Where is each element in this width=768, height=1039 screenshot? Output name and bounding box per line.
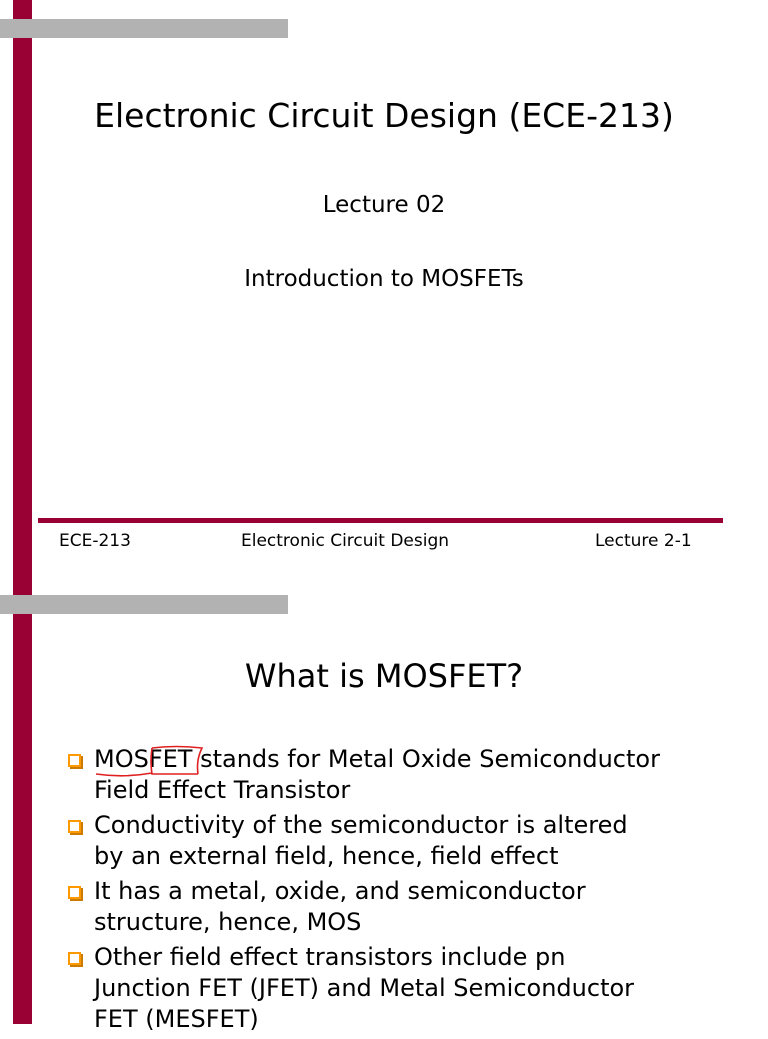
bullet-text: stands for Metal Oxide Semiconductor: [192, 745, 660, 773]
footer-lecture-number: Lecture 2-1: [595, 531, 692, 551]
bullet-text: Other field effect transistors include pn: [94, 943, 566, 971]
bullet-text-continued: structure, hence, MOS: [94, 908, 362, 936]
bullet-text: Conductivity of the semiconductor is altered: [94, 811, 628, 839]
list-item: [66, 942, 746, 1035]
slide1-lecture: Lecture 02: [322, 192, 446, 218]
slide2-title: What is MOSFET?: [244, 657, 524, 695]
square-bullet-icon: [68, 952, 81, 965]
bullet-text: It has a metal, oxide, and semiconductor: [94, 877, 586, 905]
bullet-list: [66, 744, 746, 1039]
square-bullet-icon: [68, 820, 81, 833]
bullet-text-continued: by an external field, hence, field effect: [94, 842, 559, 870]
bullet-lead-text: MOSFET: [94, 745, 193, 773]
footer-divider: [38, 518, 723, 523]
list-item: [66, 810, 746, 872]
slide2-header-bar: [0, 595, 288, 614]
slide1-topic: Introduction to MOSFETs: [244, 266, 524, 292]
slide1-title: Electronic Circuit Design (ECE-213): [94, 96, 674, 135]
list-item: [66, 744, 746, 806]
bullet-text-continued: Junction FET (JFET) and Metal Semiconductor: [94, 974, 635, 1002]
list-item: [66, 876, 746, 938]
square-bullet-icon: [68, 754, 81, 767]
square-bullet-icon: [68, 886, 81, 899]
slide1-header-bar: [0, 19, 288, 38]
bullet-text-continued: FET (MESFET): [94, 1005, 259, 1033]
footer-course-code: ECE-213: [59, 531, 131, 551]
mosfet-annotated-term: [94, 744, 192, 775]
footer-course-title: Electronic Circuit Design: [241, 531, 450, 551]
bullet-text-continued: Field Effect Transistor: [94, 776, 351, 804]
left-accent-bar: [13, 0, 32, 1024]
